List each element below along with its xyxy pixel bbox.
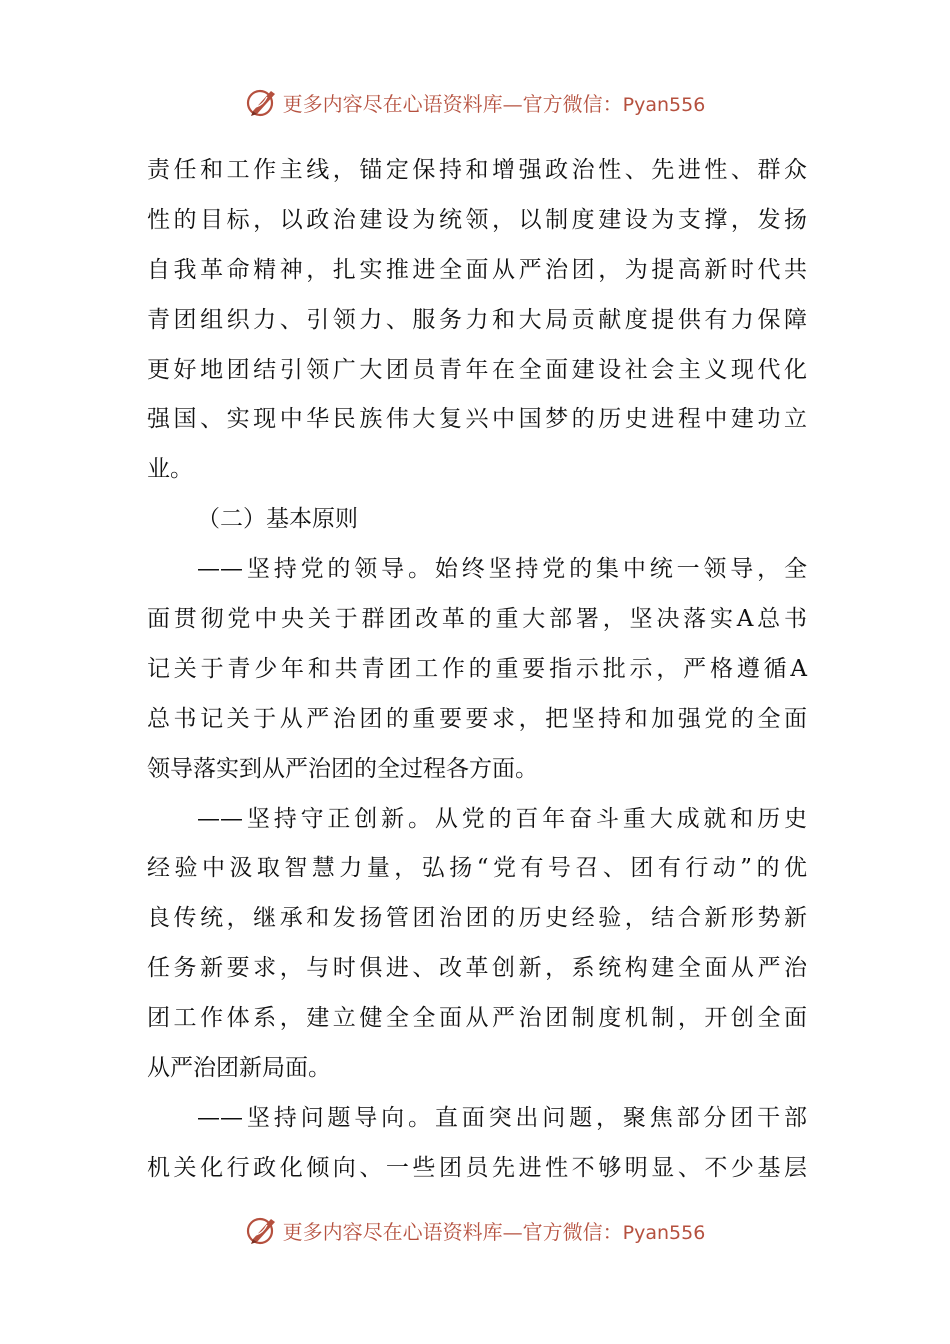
text-line: 领导落实到从严治团的全过程各方面。 (147, 755, 538, 782)
watermark-text: 更多内容尽在心语资料库—官方微信：Pyan556 (282, 1219, 706, 1244)
text-line: 强国、实现中华民族伟大复兴中国梦的历史进程中建功立 (147, 406, 807, 433)
text-line: ——坚持问题导向。直面突出问题，聚焦部分团干部 (197, 1104, 807, 1131)
text-line: 团工作体系，建立健全全面从严治团制度机制，开创全面 (147, 1005, 807, 1032)
text-line: 自我革命精神，扎实推进全面从严治团，为提高新时代共 (147, 256, 807, 283)
document-body (147, 146, 807, 1194)
pen-logo-icon (245, 85, 279, 119)
watermark-text: 更多内容尽在心语资料库—官方微信：Pyan556 (282, 91, 706, 116)
text-line: 经验中汲取智慧力量，弘扬“党有号召、团有行动”的优 (147, 855, 807, 882)
pen-logo-icon (245, 1213, 279, 1247)
text-line: 业。 (147, 456, 193, 483)
text-line: ——坚持党的领导。始终坚持党的集中统一领导，全 (197, 556, 807, 583)
header-watermark (0, 82, 950, 122)
text-line: 总书记关于从严治团的重要要求，把坚持和加强党的全面 (147, 705, 807, 732)
text-line: 更好地团结引领广大团员青年在全面建设社会主义现代化 (147, 356, 807, 383)
text-line: 任务新要求，与时俱进、改革创新，系统构建全面从严治 (147, 955, 807, 982)
footer-watermark (0, 1210, 950, 1250)
text-line: 性的目标，以政治建设为统领，以制度建设为支撑，发扬 (147, 206, 807, 233)
text-line: 良传统，继承和发扬管团治团的历史经验，结合新形势新 (147, 905, 807, 932)
text-line: 从严治团新局面。 (147, 1055, 331, 1082)
text-line: （二）基本原则 (197, 506, 358, 533)
text-line: 青团组织力、引领力、服务力和大局贡献度提供有力保障 (147, 306, 807, 333)
text-line: ——坚持守正创新。从党的百年奋斗重大成就和历史 (197, 805, 807, 832)
text-line: 面贯彻党中央关于群团改革的重大部署，坚决落实A总书 (147, 606, 807, 633)
text-line: 机关化行政化倾向、一些团员先进性不够明显、不少基层 (147, 1154, 807, 1181)
text-line: 记关于青少年和共青团工作的重要指示批示，严格遵循A (147, 655, 807, 682)
text-line: 责任和工作主线，锚定保持和增强政治性、先进性、群众 (147, 157, 807, 183)
